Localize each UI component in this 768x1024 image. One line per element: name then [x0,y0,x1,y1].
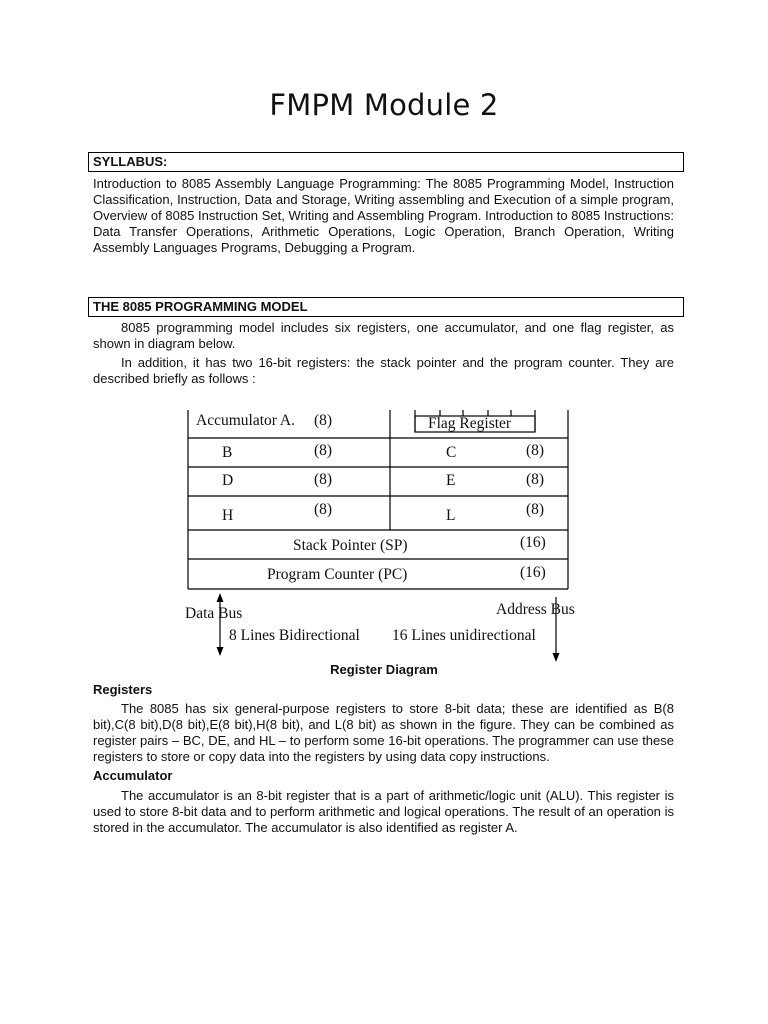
registers-heading: Registers [93,682,153,697]
register-h-size: (8) [314,501,333,518]
stack-pointer-label: Stack Pointer (SP) [293,537,408,554]
address-bus-lines-label: 16 Lines unidirectional [392,627,536,644]
accumulator-text: The accumulator is an 8-bit register that is a part of arithmetic/logic unit (ALU). This register is used to store 8-bit data and to perform arithmetic and logical operations. The result of an operation is stored in the accumulator. The accumulator is also identified as register A. [93,788,674,835]
register-d-label: D [222,472,234,489]
flag-register-label: Flag Register [428,415,512,432]
data-bus-arrowhead-up [217,593,224,602]
address-bus-arrowhead-down [553,653,560,662]
data-bus-arrowhead-down [217,647,224,656]
data-bus-lines-label: 8 Lines Bidirectional [229,627,360,644]
address-bus-label: Address Bus [496,601,575,618]
program-counter-label: Program Counter (PC) [267,566,408,583]
register-l-label: L [446,507,456,524]
register-e-size: (8) [526,471,545,488]
syllabus-heading: SYLLABUS: [88,152,684,172]
stack-pointer-size: (16) [520,534,546,551]
program-counter-size: (16) [520,564,546,581]
page-title: FMPM Module 2 [269,88,499,122]
register-d-size: (8) [314,471,333,488]
programming-model-heading: THE 8085 PROGRAMMING MODEL [88,297,684,317]
diagram-caption: Register Diagram [330,662,438,677]
programming-model-paragraph-1: 8085 programming model includes six registers, one accumulator, and one flag register, as shown in diagram below. [93,320,674,351]
register-b-label: B [222,444,233,461]
registers-text: The 8085 has six general-purpose registers to store 8-bit data; these are identified as B(8 bit),C(8 bit),D(8 bit),E(8 bit),H(8 bit), and L(8 bit) as shown in the figure. They can be combined as register pairs – BC, DE, and HL – to perform some 16-bit operations. The programmer can use these registers to store or copy data into the registers by using data copy instructions. [93,701,674,764]
register-c-label: C [446,444,457,461]
accumulator-heading: Accumulator [93,768,173,783]
register-l-size: (8) [526,501,545,518]
register-h-label: H [222,507,234,524]
accumulator-size: (8) [314,412,333,429]
programming-model-paragraph-2: In addition, it has two 16-bit registers: the stack pointer and the program counter. They are described briefly as follows : [93,355,674,386]
register-b-size: (8) [314,442,333,459]
register-e-label: E [446,472,456,489]
syllabus-text: Introduction to 8085 Assembly Language Programming: The 8085 Programming Model, Instruction Classification, Instruction, Data and Storage, Writing assembling and Execution of a simple program, Overview of 8085 Instruction Set, Writing and Assembling Program. Introduction to 8085 Instructions: Data Transfer Operations, Arithmetic Operations, Logic Operation, Branch Operation, Writing Assembly Languages Programs, Debugging a Program. [93,176,674,255]
accumulator-label: Accumulator A. [196,412,296,429]
data-bus-label: Data Bus [185,605,243,622]
register-c-size: (8) [526,442,545,459]
